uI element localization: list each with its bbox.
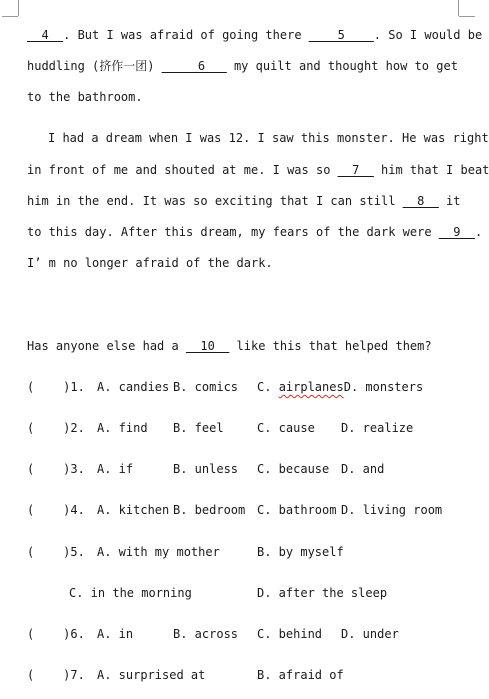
option-d: D. living room: [341, 503, 443, 517]
option-c: C. in the morning: [69, 586, 192, 600]
option-d: D. after the sleep: [257, 586, 388, 600]
blank-4: __4__: [27, 28, 64, 42]
question-number: ( )7.: [27, 668, 85, 682]
option-c: C. bathroom: [257, 503, 337, 517]
option-b: B. feel: [173, 421, 224, 435]
option-a: A. in: [97, 627, 134, 641]
passage-line: huddling (挤作一团) _____6___ my quilt and thought how to get: [27, 59, 458, 73]
blank-10: __10__: [185, 339, 230, 353]
blank-6: _____6___: [161, 59, 227, 73]
option-d: D. realize: [341, 421, 414, 435]
blank-5: ____5____: [308, 28, 374, 42]
passage-line: to the bathroom.: [27, 90, 143, 104]
question-number: ( )3.: [27, 462, 85, 476]
blank-9: __9__: [438, 225, 475, 239]
passage-line: __4__. But I was afraid of going there ____5____. So I would be: [27, 28, 483, 42]
option-c: C. cause: [257, 421, 315, 435]
option-b: B. bedroom: [173, 503, 246, 517]
option-c: C. airplanesD. monsters: [257, 380, 424, 394]
crop-mark-right: [458, 0, 459, 16]
question-number: ( )5.: [27, 545, 85, 559]
option-a: A. if: [97, 462, 134, 476]
passage-line: to this day. After this dream, my fears of the dark were __9__.: [27, 225, 483, 239]
crop-mark-left: [18, 0, 19, 16]
spellcheck-word: airplanes: [278, 380, 344, 394]
option-b: B. across: [173, 627, 239, 641]
option-b: B. comics: [173, 380, 239, 394]
question-number: ( )4.: [27, 503, 85, 517]
option-d: D. and: [341, 462, 385, 476]
option-b: B. afraid of: [257, 668, 344, 682]
question-number: ( )6.: [27, 627, 85, 641]
option-a: A. find: [97, 421, 148, 435]
option-c: C. behind: [257, 627, 323, 641]
blank-7: __7__: [337, 163, 374, 177]
option-a: A. with my mother: [97, 545, 220, 559]
option-a: A. kitchen: [97, 503, 170, 517]
passage-line: I had a dream when I was 12. I saw this monster. He was right: [48, 131, 489, 145]
option-a: A. candies: [97, 380, 170, 394]
option-b: B. by myself: [257, 545, 344, 559]
crop-mark-left-h: [2, 16, 18, 17]
option-d: D. under: [341, 627, 399, 641]
blank-8: __8__: [402, 194, 439, 208]
passage-line: him in the end. It was so exciting that I can still __8__ it: [27, 194, 461, 208]
question-number: ( )1.: [27, 380, 85, 394]
passage-line: in front of me and shouted at me. I was so __7__ him that I beat: [27, 163, 489, 177]
option-b: B. unless: [173, 462, 239, 476]
passage-question: Has anyone else had a __10__ like this that helped them?: [27, 339, 432, 353]
option-c: C. because: [257, 462, 330, 476]
passage-line: I’ m no longer afraid of the dark.: [27, 256, 273, 270]
crop-mark-right-h: [459, 16, 475, 17]
question-number: ( )2.: [27, 421, 85, 435]
option-a: A. surprised at: [97, 668, 206, 682]
